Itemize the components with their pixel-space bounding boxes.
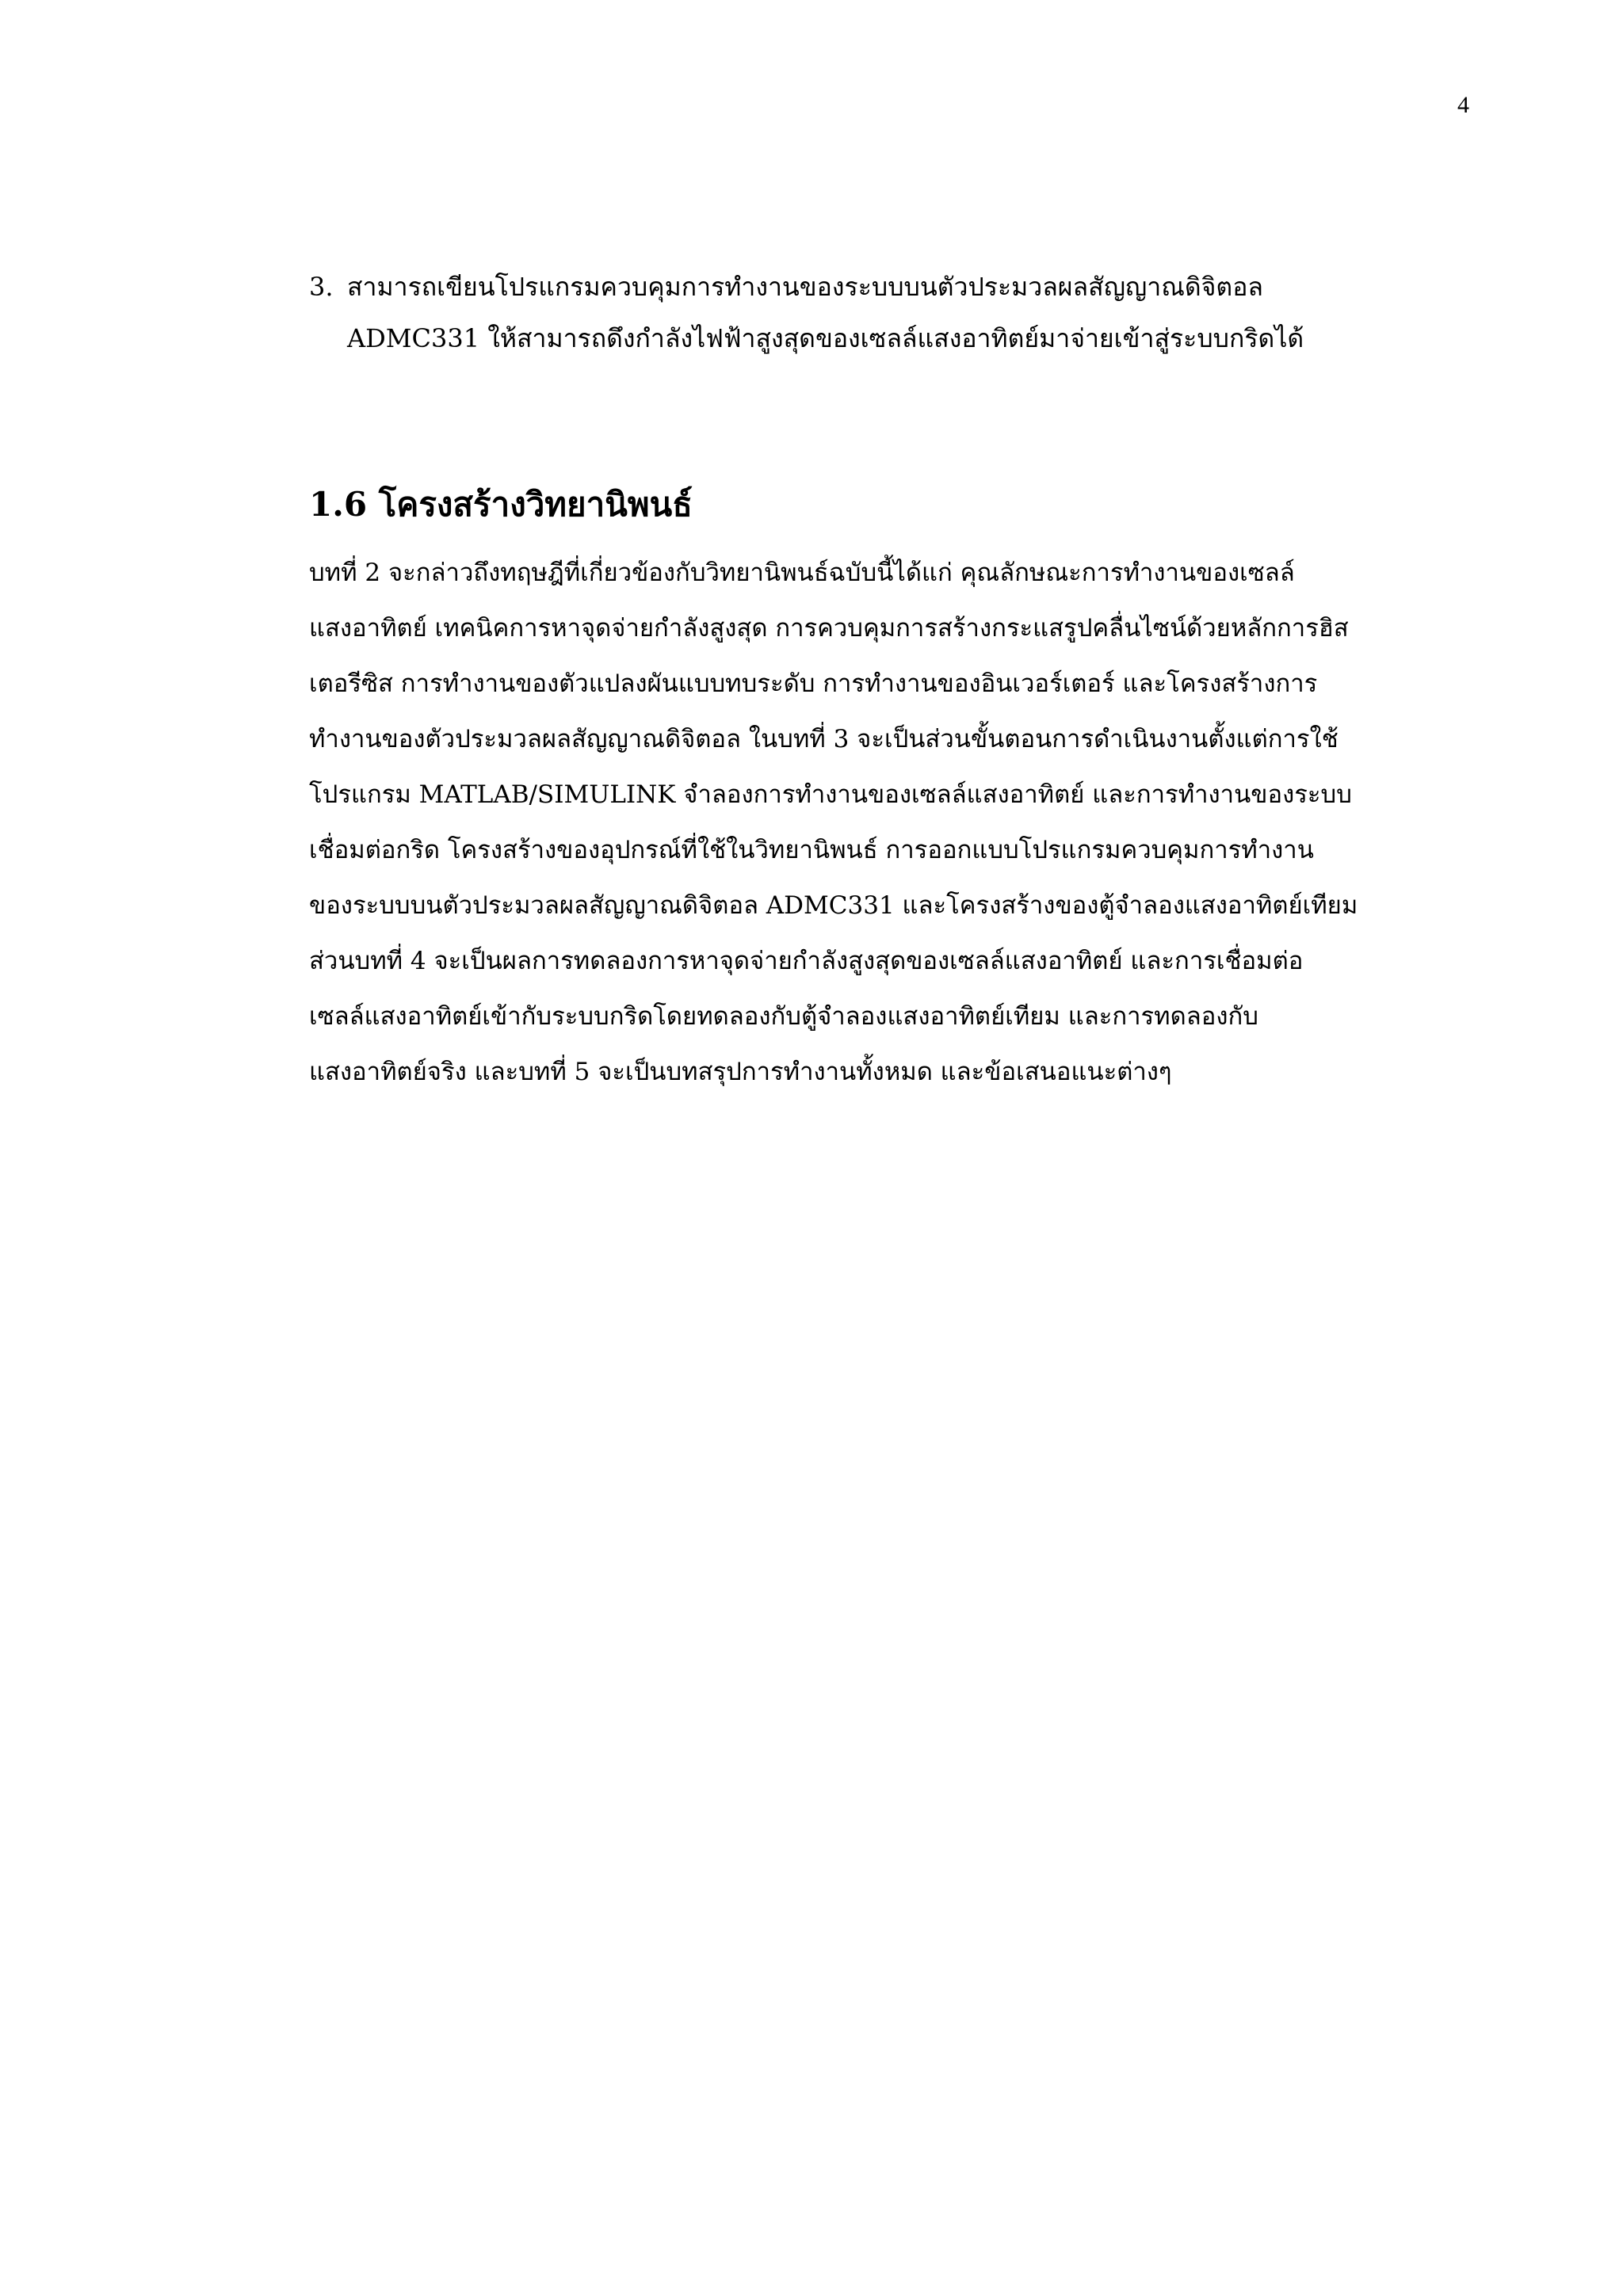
paragraph-line: เตอรีซิส การทำงานของตัวแปลงผันแบบทบระดับ การทำงานของอินเวอร์เตอร์ และโครงสร้างการ: [309, 669, 1318, 698]
paragraph-line: ส่วนบทที่ 4 จะเป็นผลการทดลองการหาจุดจ่ายกำลังสูงสุดของเซลล์แสงอาทิตย์ และการเชื่อมต่อ: [309, 947, 1304, 975]
list-item-text-1: สามารถเขียนโปรแกรมควบคุมการทำงานของระบบบนตัวประมวลผลสัญญาณดิจิตอล: [347, 272, 1264, 302]
list-marker: 3.: [309, 272, 334, 302]
paragraph-line: แสงอาทิตย์จริง และบทที่ 5 จะเป็นบทสรุปการทำงานทั้งหมด และข้อเสนอแนะต่างๆ: [309, 1058, 1172, 1086]
paragraph-line: ทำงานของตัวประมวลผลสัญญาณดิจิตอล ในบทที่ 3 จะเป็นส่วนขั้นตอนการดำเนินงานตั้งแต่การใช้: [309, 725, 1338, 753]
section-heading: 1.6 โครงสร้างวิทยานิพนธ์: [309, 485, 693, 524]
list-item-line-1: [309, 261, 1478, 313]
paragraph-line: เซลล์แสงอาทิตย์เข้ากับระบบกริดโดยทดลองกับตู้จำลองแสงอาทิตย์เทียม และการทดลองกับ: [309, 1002, 1258, 1031]
numbered-list-item: [309, 261, 1478, 364]
page-number: 4: [1457, 92, 1469, 118]
list-item-line-2: ADMC331 ให้สามารถดึงกำลังไฟฟ้าสูงสุดของเซลล์แสงอาทิตย์มาจ่ายเข้าสู่ระบบกริดได้: [347, 323, 1304, 353]
paragraph-line: แสงอาทิตย์ เทคนิคการหาจุดจ่ายกำลังสูงสุด การควบคุมการสร้างกระแสรูปคลื่นไซน์ด้วยหลักการฮิส: [309, 614, 1349, 643]
paragraph-line: เชื่อมต่อกริด โครงสร้างของอุปกรณ์ที่ใช้ในวิทยานิพนธ์ การออกแบบโปรแกรมควบคุมการทำงาน: [309, 836, 1314, 864]
section-paragraph: [309, 545, 1478, 1100]
paragraph-line: บทที่ 2 จะกล่าวถึงทฤษฎีที่เกี่ยวข้องกับวิทยานิพนธ์ฉบับนี้ได้แก่ คุณลักษณะการทำงานของเซลล์: [309, 559, 1295, 587]
paragraph-line: ของระบบบนตัวประมวลผลสัญญาณดิจิตอล ADMC331 และโครงสร้างของตู้จำลองแสงอาทิตย์เทียม: [309, 891, 1358, 920]
paragraph-line: โปรแกรม MATLAB/SIMULINK จำลองการทำงานของเซลล์แสงอาทิตย์ และการทำงานของระบบ: [309, 780, 1352, 809]
